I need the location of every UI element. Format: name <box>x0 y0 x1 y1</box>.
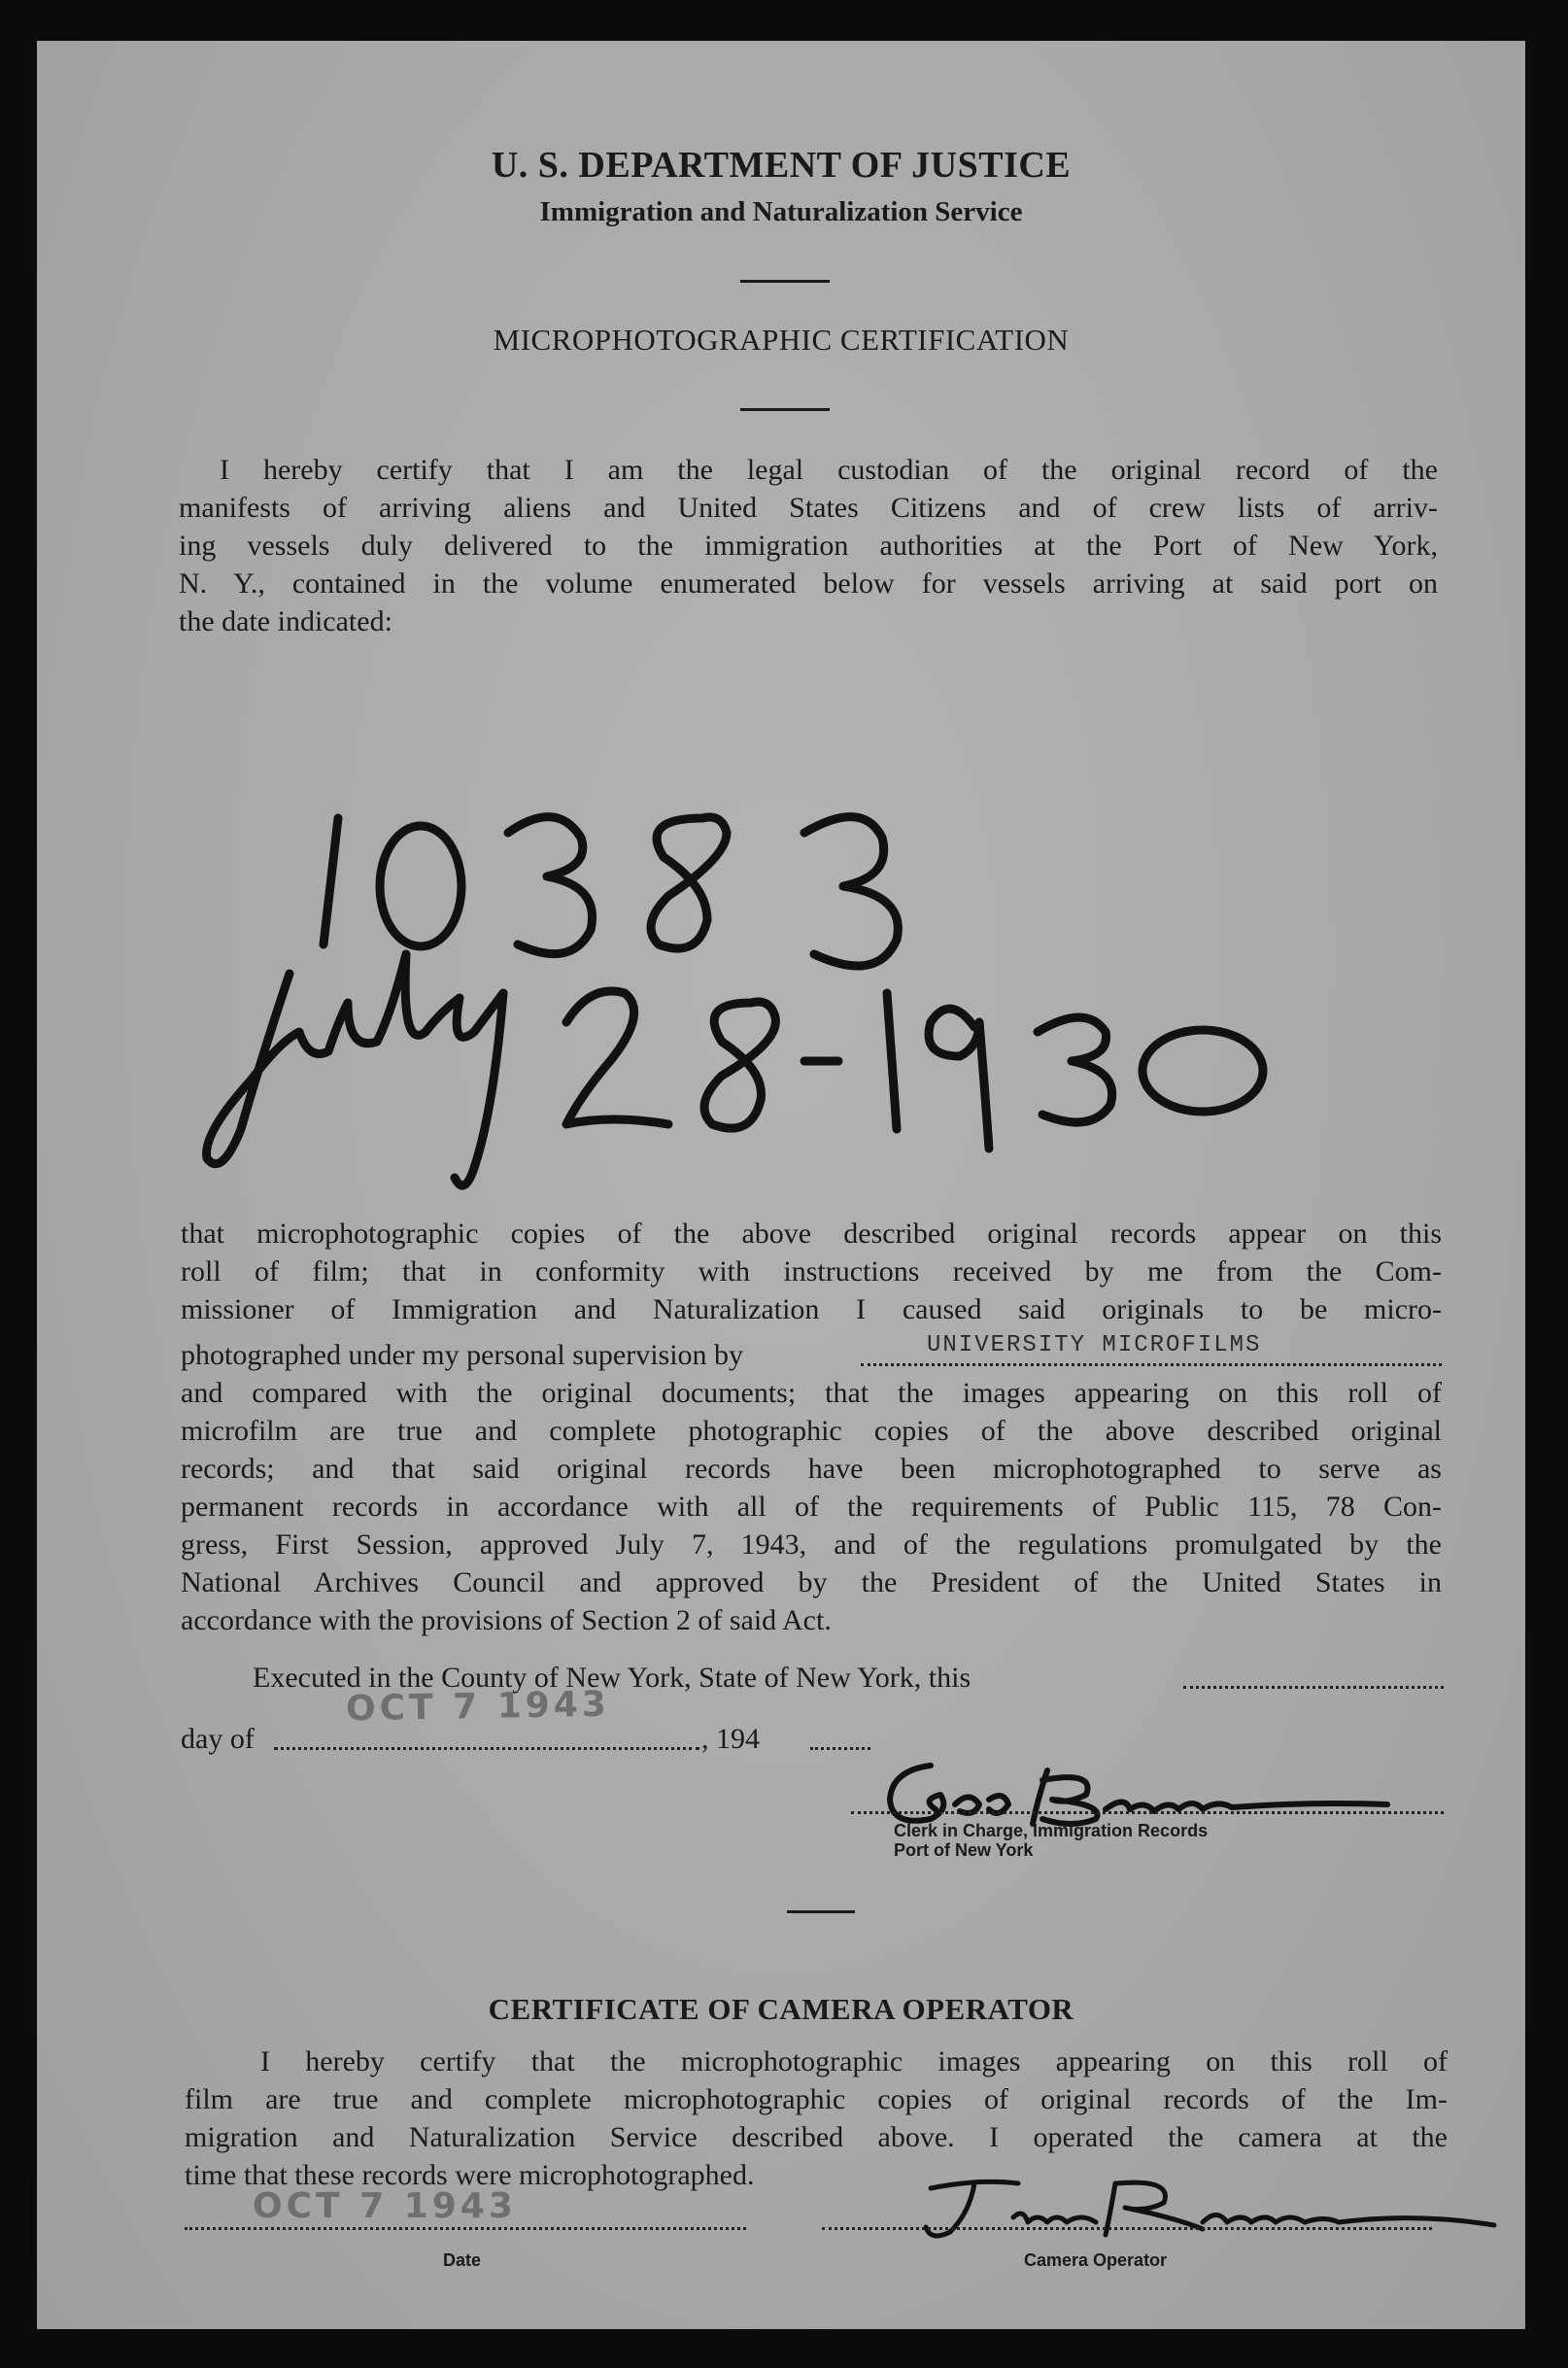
body-line: National Archives Council and approved by the President of the United States in <box>181 1566 1442 1598</box>
clerk-title-line: Clerk in Charge, Immigration Records <box>894 1821 1209 1840</box>
divider <box>740 408 830 411</box>
body-line: records; and that said original records have been microphotographed to serve as <box>181 1453 1442 1485</box>
body-line: gress, First Session, approved July 7, 1943, and of the regulations promulgated by the <box>181 1528 1442 1561</box>
clerk-title <box>894 1821 1208 1860</box>
camera-date-line <box>185 2227 746 2230</box>
body-line: that microphotographic copies of the above described original records appear on this <box>181 1218 1442 1250</box>
year-label: , 194 <box>701 1723 760 1755</box>
camera-operator-label: Camera Operator <box>1024 2250 1168 2270</box>
intro-line: manifests of arriving aliens and United States Citizens and of crew lists of arriv- <box>179 492 1438 524</box>
executed-text: Executed in the County of New York, State of New York, this <box>253 1662 971 1694</box>
department-heading: U. S. DEPARTMENT OF JUSTICE <box>491 145 1072 186</box>
clerk-title-line: Port of New York <box>894 1840 1034 1860</box>
clerk-signature-line <box>851 1811 1444 1814</box>
body-line: accordance with the provisions of Section 2 of said Act. <box>181 1604 832 1636</box>
handwritten-entry <box>183 740 1378 1207</box>
body-line: permanent records in accordance with all of the requirements of Public 115, 78 Con- <box>181 1491 1442 1523</box>
day-of-label: day of <box>181 1723 255 1755</box>
microfilmer-name: UNIVERSITY MICROFILMS <box>927 1332 1262 1358</box>
camera-line: migration and Naturalization Service described above. I operated the camera at the <box>185 2121 1448 2153</box>
body-line: microfilm are true and complete photographic copies of the above described original <box>181 1415 1442 1447</box>
service-subheading: Immigration and Naturalization Service <box>539 196 1023 227</box>
executed-day-blank <box>1183 1686 1444 1689</box>
body-line-text: photographed under my personal supervision by <box>181 1339 744 1371</box>
camera-date-label: Date <box>443 2250 482 2270</box>
day-of-blank <box>274 1747 699 1750</box>
divider <box>787 1910 855 1913</box>
body-line: and compared with the original documents; that the images appearing on this roll of <box>181 1377 1442 1409</box>
day-of-line <box>181 1720 880 1759</box>
camera-certificate-heading: CERTIFICATE OF CAMERA OPERATOR <box>488 1992 1074 2026</box>
divider <box>740 280 830 283</box>
camera-line: time that these records were microphotographed. <box>185 2159 755 2191</box>
camera-line: I hereby certify that the microphotographic images appearing on this roll of <box>260 2045 1448 2077</box>
body-line-with-blank <box>181 1332 1442 1374</box>
year-blank <box>810 1747 870 1750</box>
intro-line: N. Y., contained in the volume enumerated below for vessels arriving at said port on <box>179 567 1438 600</box>
operator-signature-line <box>822 2227 1432 2230</box>
document-title: MICROPHOTOGRAPHIC CERTIFICATION <box>493 323 1070 357</box>
intro-line: ing vessels duly delivered to the immigration authorities at the Port of New York, <box>179 530 1438 562</box>
camera-line: film are true and complete microphotographic copies of original records of the Im- <box>185 2083 1448 2115</box>
intro-line: I hereby certify that I am the legal custodian of the original record of the <box>220 454 1438 486</box>
body-line: roll of film; that in conformity with instructions received by me from the Com- <box>181 1255 1442 1287</box>
operator-signature <box>892 2169 1514 2247</box>
body-paragraph <box>181 1215 1442 1639</box>
camera-date-stamp: OCT 7 1943 <box>253 2186 517 2226</box>
intro-paragraph <box>179 451 1438 640</box>
received-date-stamp: OCT 7 1943 <box>345 1684 611 1730</box>
certificate-page <box>37 41 1525 2329</box>
body-line: missioner of Immigration and Naturalization I caused said originals to be micro- <box>181 1293 1442 1325</box>
intro-line: the date indicated: <box>179 605 392 637</box>
